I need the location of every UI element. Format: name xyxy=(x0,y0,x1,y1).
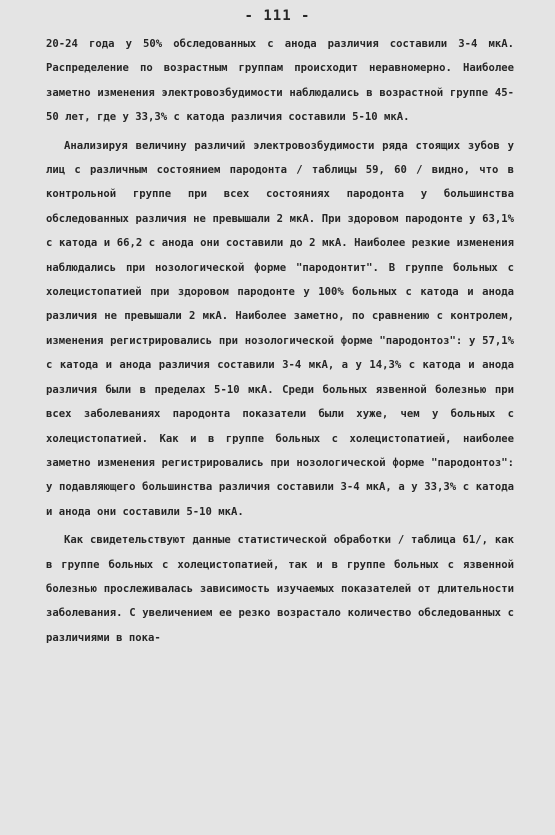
paragraph: 20-24 года у 50% обследованных с анода различия составили 3-4 мкА. Распределение по возрастным группам происходит неравномерно. Наиболее заметно изменения электровозбудимости наблюдались в возрастной группе 45-50 лет, где у 33,3% с катода различия составили 5-10 мкА. xyxy=(46,38,514,124)
paragraph: Анализируя величину различий электровозбудимости ряда стоящих зубов у лиц с различным состоянием пародонта / таблицы 59, 60 / видно, что в контрольной группе при всех состояниях пародонта у большинства обследованных различия не превышали 2 мкА. При здоровом пародонте у 63,1% с катода и 66,2 с анода они составили до 2 мкА. Наиболее резкие изменения наблюдались при нозологической форме "пародонтит". В группе больных с холецистопатией при здоровом пародонте у 100% больных с катода и анода различия не превышали 2 мкА. Наиболее заметно, по сравнению с контролем, изменения регистрировались при нозологической форме "пародонтоз": у 57,1% с катода и анода различия составили 3-4 мкА, а у 14,3% с катода и анода различия были в пределах 5-10 мкА. Среди больных язвенной болезнью при всех заболеваниях пародонта показатели были хуже, чем у больных с холецистопатией. Как и в группе больных с холецистопатией, наиболее заметно изменения регистрировались при нозологической форме "пародонтоз": у подавляющего большинства различия составили 3-4 мкА, а у 33,3% с катода и анода они составили 5-10 мкА. xyxy=(46,139,514,518)
document-body xyxy=(46,32,514,650)
page-number: - 111 - xyxy=(244,8,311,24)
paragraph: Как свидетельствуют данные статистической обработки / таблица 61/, как в группе больных с холецистопатией, так и в группе больных с язвенной болезнью прослеживалась зависимость изучаемых показателей от длительности заболевания. С увеличением ее резко возрастало количество обследованных с различиями в пока- xyxy=(46,534,514,644)
